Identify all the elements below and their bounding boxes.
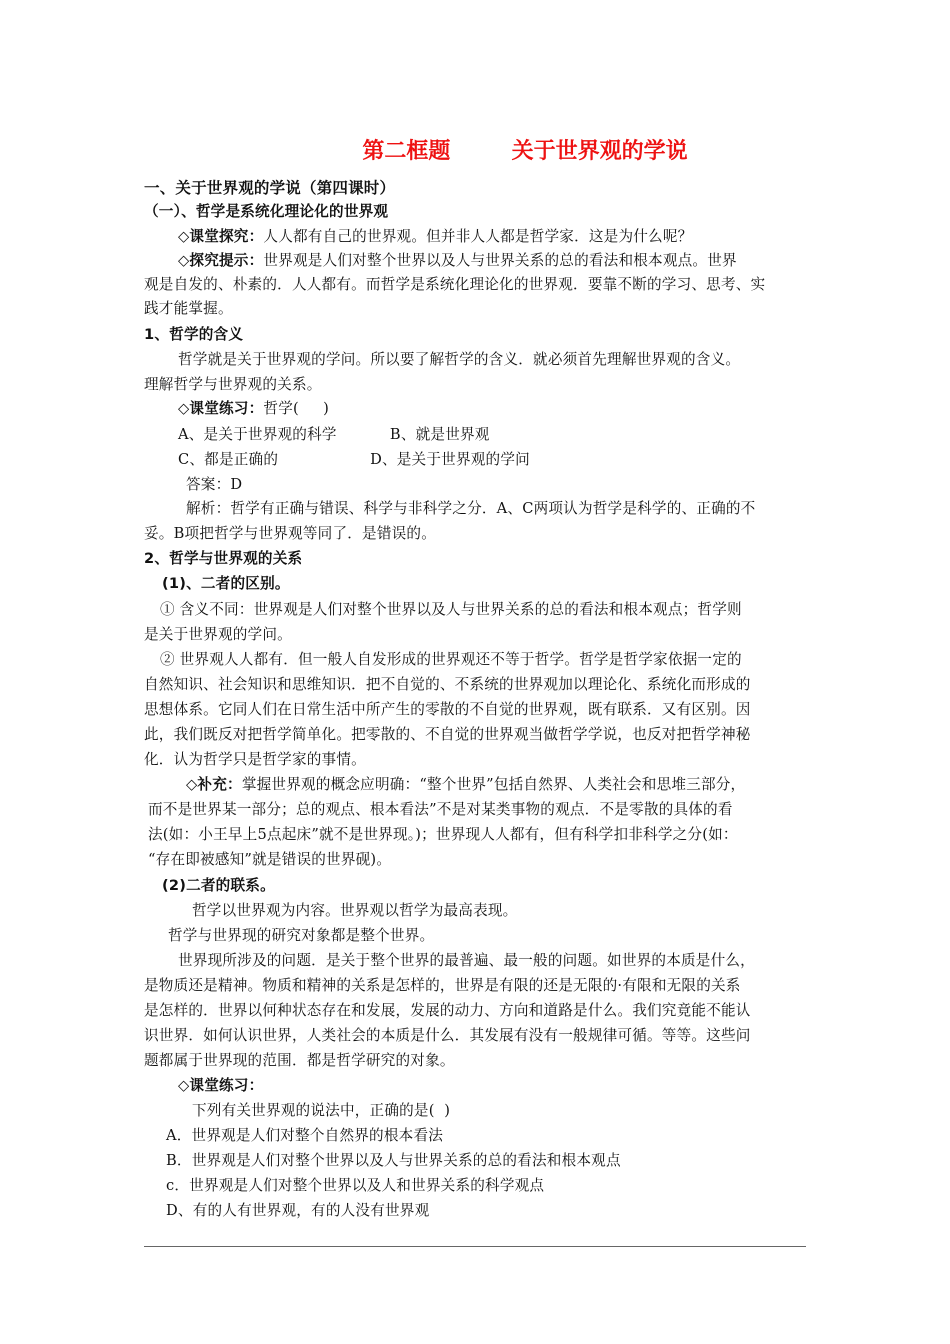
text-line bbox=[144, 275, 765, 295]
line-text: 法(如：小王早上5点起床”就不是世界现。)；世界现人人都有，但有科学扣非科学之分(如： bbox=[148, 826, 738, 843]
line-text: 思想体系。它同人们在日常生活中所产生的零散的不自觉的世界观，既有联系．又有区别。因 bbox=[144, 701, 751, 718]
text-line bbox=[178, 450, 530, 470]
text-line bbox=[144, 725, 751, 745]
line-text: 是关于世界观的学问。 bbox=[144, 626, 292, 643]
text-line bbox=[148, 825, 738, 845]
line-text: 哲学( ) bbox=[263, 400, 329, 417]
line-text: 识世界．如何认识世界，人类社会的本质是什么．其发展有没有一般规律可循。等等。这些问 bbox=[144, 1027, 751, 1044]
line-text: 妥。B项把哲学与世界观等同了．是错误的。 bbox=[144, 525, 437, 542]
line-text: 1、哲学的含义 bbox=[144, 326, 244, 343]
text-line bbox=[186, 475, 242, 495]
text-line bbox=[148, 850, 391, 870]
document-title: 第二框题 关于世界观的学说 bbox=[362, 139, 688, 164]
text-line bbox=[144, 675, 751, 695]
text-line bbox=[144, 750, 366, 770]
line-text: 化．认为哲学只是哲学家的事情。 bbox=[144, 751, 366, 768]
text-line bbox=[192, 901, 517, 921]
line-text: 观是自发的、朴素的．人人都有。而哲学是系统化理论化的世界观．要靠不断的学习、思考、实 bbox=[144, 276, 766, 293]
line-text: 解析：哲学有正确与错误、科学与非科学之分．A、C两项认为哲学是科学的、正确的不 bbox=[186, 500, 756, 517]
text-line bbox=[144, 625, 292, 645]
text-line bbox=[186, 499, 755, 519]
line-text: A．世界观是人们对整个自然界的根本看法 bbox=[166, 1127, 444, 1144]
line-text: 是怎样的．世界以何种状态存在和发展，发展的动力、方向和道路是什么。我们究竟能不能认 bbox=[144, 1002, 751, 1019]
line-text: 掌握世界观的概念应明确：“整个世界”包括自然界、人类社会和思堆三部分， bbox=[241, 776, 746, 793]
text-line bbox=[144, 178, 395, 198]
line-text: ① 含义不同：世界观是人们对整个世界以及人与世界关系的总的看法和根本观点；哲学则 bbox=[160, 601, 742, 618]
line-text: 一、关于世界观的学说（第四课时） bbox=[144, 179, 396, 197]
line-text: 哲学与世界现的研究对象都是整个世界。 bbox=[168, 927, 435, 944]
text-line bbox=[166, 1126, 443, 1146]
line-text: 是物质还是精神。物质和精神的关系是怎样的，世界是有限的还是无限的·有限和无限的关系 bbox=[144, 977, 741, 994]
line-text: 题都属于世界现的范围．都是哲学研究的对象。 bbox=[144, 1052, 455, 1069]
text-line bbox=[168, 926, 434, 946]
inline-label: ◇补充： bbox=[186, 776, 242, 793]
text-line bbox=[160, 650, 742, 670]
text-line bbox=[144, 375, 322, 395]
text-line bbox=[162, 574, 290, 594]
text-line bbox=[178, 227, 692, 247]
line-text: D、有的人有世界观，有的人没有世界观 bbox=[166, 1202, 430, 1219]
text-line bbox=[144, 549, 302, 569]
text-line bbox=[144, 299, 233, 319]
line-text: 世界现所涉及的问题．是关于整个世界的最普遍、最一般的问题。如世界的本质是什么， bbox=[178, 952, 755, 969]
inline-label: ◇探究提示： bbox=[178, 252, 264, 269]
line-text: 下列有关世界观的说法中，正确的是( ) bbox=[192, 1102, 451, 1119]
line-text: ② 世界观人人都有．但一般人自发形成的世界观还不等于哲学。哲学是哲学家依据一定的 bbox=[160, 651, 742, 668]
text-line bbox=[166, 1151, 621, 1171]
line-text: (1)、二者的区别。 bbox=[162, 575, 290, 592]
line-text: A、是关于世界观的科学 B、就是世界观 bbox=[178, 426, 490, 443]
text-line bbox=[178, 251, 737, 271]
text-line bbox=[144, 325, 243, 345]
footer-divider bbox=[144, 1246, 806, 1247]
line-text: 自然知识、社会知识和思维知识．把不自觉的、不系统的世界观加以理论化、系统化而形成的 bbox=[144, 676, 751, 693]
text-line bbox=[144, 202, 388, 222]
text-line bbox=[144, 524, 436, 544]
text-line bbox=[186, 775, 745, 795]
text-line bbox=[178, 425, 490, 445]
text-line bbox=[178, 399, 329, 419]
text-line bbox=[144, 1026, 751, 1046]
line-text: (2)二者的联系。 bbox=[162, 877, 275, 894]
line-text: 2、哲学与世界观的关系 bbox=[144, 550, 303, 567]
text-line bbox=[166, 1201, 429, 1221]
text-line bbox=[144, 976, 741, 996]
line-text: 哲学就是关于世界观的学问。所以要了解哲学的含义．就必须首先理解世界观的含义。 bbox=[178, 351, 741, 368]
line-text: C、都是正确的 D、是关于世界观的学问 bbox=[178, 451, 530, 468]
text-line bbox=[192, 1101, 450, 1121]
text-line bbox=[166, 1176, 544, 1196]
text-line bbox=[162, 876, 275, 896]
text-line bbox=[178, 951, 755, 971]
inline-label: ◇课堂探究： bbox=[178, 228, 264, 245]
text-line bbox=[160, 600, 742, 620]
text-line bbox=[178, 350, 740, 370]
line-text: B．世界观是人们对整个世界以及人与世界关系的总的看法和根本观点 bbox=[166, 1152, 621, 1169]
line-text: 哲学以世界观为内容。世界观以哲学为最高表现。 bbox=[192, 902, 518, 919]
line-text: c．世界观是人们对整个世界以及人和世界关系的科学观点 bbox=[166, 1177, 545, 1194]
text-line bbox=[144, 1051, 455, 1071]
line-text: 世界观是人们对整个世界以及人与世界关系的总的看法和根本观点。世界 bbox=[263, 252, 737, 269]
text-line bbox=[178, 1076, 263, 1096]
line-text: 此，我们既反对把哲学简单化。把零散的、不自觉的世界观当做哲学学说，也反对把哲学神秘 bbox=[144, 726, 751, 743]
line-text: （一）、哲学是系统化理论化的世界观 bbox=[144, 203, 389, 220]
line-text: 理解哲学与世界观的关系。 bbox=[144, 376, 322, 393]
line-text: 而不是世界某一部分；总的观点、根本看法”不是对某类事物的观点．不是零散的具体的看 bbox=[148, 801, 733, 818]
text-line bbox=[144, 1001, 751, 1021]
line-text: ◇课堂练习： bbox=[178, 1077, 264, 1094]
line-text: 人人都有自己的世界观。但并非人人都是哲学家．这是为什么呢？ bbox=[263, 228, 693, 245]
inline-label: ◇课堂练习： bbox=[178, 400, 264, 417]
text-line bbox=[144, 700, 751, 720]
line-text: 答案：D bbox=[186, 476, 243, 493]
line-text: “存在即被感知”就是错误的世界砚)。 bbox=[148, 851, 392, 868]
text-line bbox=[148, 800, 733, 820]
line-text: 践才能掌握。 bbox=[144, 300, 233, 317]
